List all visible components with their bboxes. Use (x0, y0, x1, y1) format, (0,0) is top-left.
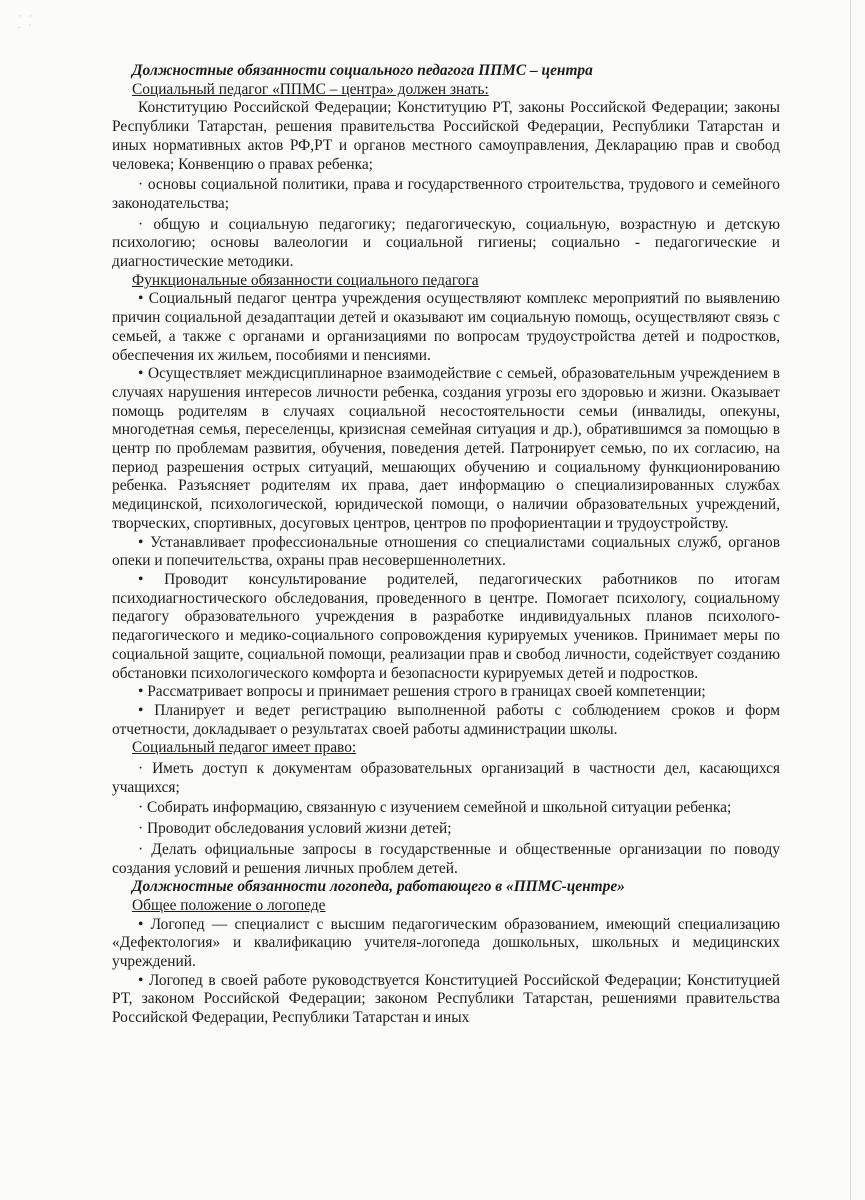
rights-heading: Социальный педагог имеет право: (132, 739, 357, 757)
rights-paragraph: · Делать официальные запросы в государственные и общественные организации по поводу создания условий и решения личных проблем детей. (112, 840, 780, 877)
rights-paragraph: · Проводит обследования условий жизни детей; (138, 820, 452, 838)
page-edge (850, 0, 851, 1200)
section-title-social-pedagogue: Должностные обязанности социального педагога ППМС – центра (132, 62, 593, 79)
function-paragraph: • Проводит консультирование родителей, педагогических работников по итогам психодиагностического обследования, проведенного в центре. Помогает психологу, социальному педагогу образовательного учреждения в разработке индивидуальных планов психолого-педагогического и медико-социального сопровождения курируемых учеников. Принимает меры по социальной защите, социальной помощи, реализации прав и свобод личности, содействует созданию обстановки психологического комфорта и безопасности курируемых детей и подростков. (112, 570, 780, 682)
section-title-speech-therapist: Должностные обязанности логопеда, работающего в «ППМС-центре» (132, 878, 625, 896)
function-paragraph: • Социальный педагог центра учреждения осуществляют комплекс мероприятий по выявлению причин социальной дезадаптации детей и оказывают им социальную помощь, осуществляют связь с семьей, а также с органами и организациями по вопросам трудоустройства детей и подростков, обеспечения их жильем, пособиями и пенсиями. (112, 290, 780, 364)
function-paragraph: • Рассматривает вопросы и принимает решения строго в границах своей компетенции; (138, 683, 706, 701)
must-know-paragraph: · основы социальной политики, права и государственного строительства, трудового и семейного законодательства; (112, 176, 780, 212)
document-body (112, 62, 780, 1028)
rights-paragraph: · Иметь доступ к документам образовательных организаций в частности дел, касающихся учащихся; (112, 760, 780, 796)
general-provision-heading: Общее положение о логопеде (132, 896, 326, 914)
must-know-heading: Социальный педагог «ППМС – центра» должен знать: (132, 80, 489, 98)
functions-heading: Функциональные обязанности социального педагога (132, 271, 479, 289)
rights-paragraph: · Собирать информацию, связанную с изучением семейной и школьной ситуации ребенка; (138, 799, 732, 817)
function-paragraph: • Планирует и ведет регистрацию выполненной работы с соблюдением сроков и форм отчетности, докладывает о результатах своей работы администрации школы. (112, 701, 780, 738)
function-paragraph: • Устанавливает профессиональные отношения со специалистами социальных служб, органов опеки и попечительства, охраны прав несовершеннолетних. (112, 533, 780, 570)
scan-specks: · · . · (18, 11, 36, 30)
must-know-paragraph: Конституцию Российской Федерации; Конституцию РТ, законы Российской Федерации; законы Республики Татарстан, решения правительства Российской Федерации, Республики Татарстан и иных нормативных актов РФ,РТ и органов местного самоуправления, Декларацию прав и свобод человека; Конвенцию о правах ребенка; (112, 99, 780, 173)
speech-therapist-paragraph: • Логопед в своей работе руководствуется Конституцией Российской Федерации; Конституцией РТ, законом Российской Федерации; законом Республики Татарстан, решениями правительства Российской Федерации, Республики Татарстан и иных (112, 971, 780, 1027)
must-know-paragraph: · общую и социальную педагогику; педагогическую, социальную, возрастную и детскую психологию; основы валеологии и социальной гигиены; социально - педагогические и диагностические методики. (112, 215, 780, 271)
function-paragraph: • Осуществляет междисциплинарное взаимодействие с семьей, образовательным учреждением в случаях нарушения интересов личности ребенка, создания угрозы его здоровью и жизни. Оказывает помощь родителям в случаях социальной несостоятельности семьи (инвалиды, опекуны, многодетная семья, переселенцы, кризисная семейная ситуация и др.), обратившимся за помощью в центр по проблемам развития, обучения, поведения детей. Патронирует семью, по их согласию, на период разрешения острых ситуаций, мешающих обучению и социальному функционированию ребенка. Разъясняет родителям их права, дает информацию о специализированных службах медицинской, психологической, юридической помощи, о наличии образовательных учреждений, творческих, спортивных, досуговых центров, центров по профориентации и трудоустройству. (112, 365, 780, 532)
speech-therapist-paragraph: • Логопед — специалист с высшим педагогическим образованием, имеющий специализацию «Дефектология» и квалификацию учителя-логопеда дошкольных, школьных и медицинских учреждений. (112, 915, 780, 971)
